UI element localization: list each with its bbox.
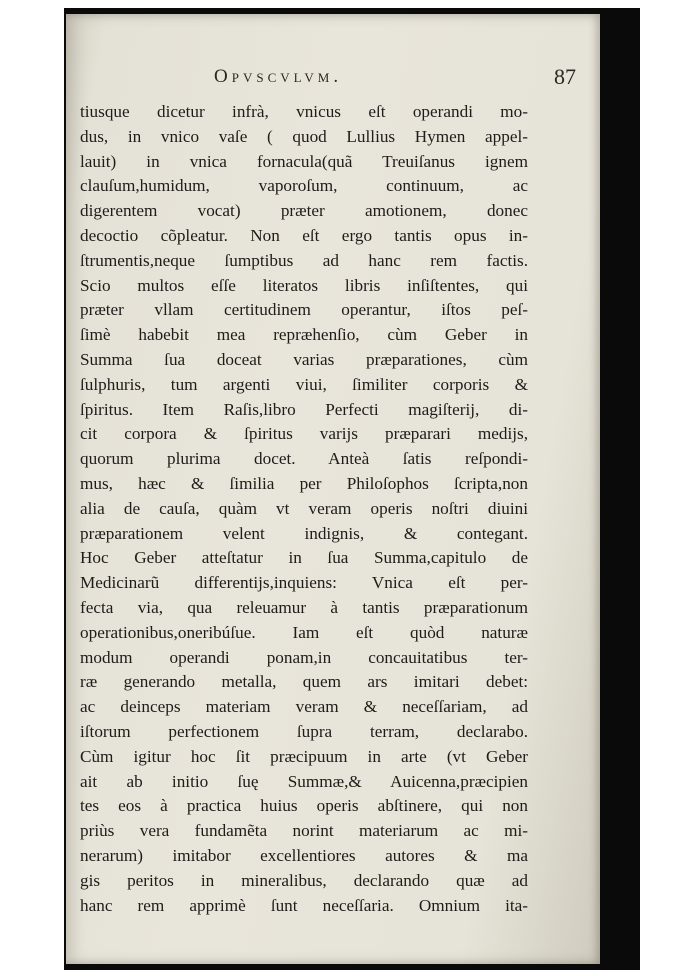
text-line: decoctio cõpleatur. Non eſt ergo tantis opus in- xyxy=(80,225,528,245)
text-line: nerarum) imitabor excellentiores autores & ma xyxy=(80,845,528,865)
text-line: alia de cauſa, quàm vt veram operis noſtri diuini xyxy=(80,498,528,518)
text-line: hanc rem apprimè ſunt neceſſaria. Omnium ita- xyxy=(80,895,528,915)
text-line: modum operandi ponam,in concauitatibus ter- xyxy=(80,647,528,667)
text-line: clauſum,humidum, vaporoſum, continuum, ac xyxy=(80,176,528,196)
text-line: tiusque dicetur infrà, vnicus eſt operandi mo- xyxy=(80,102,528,121)
running-head: Opvscvlvm. xyxy=(214,66,343,87)
text-line: lauit) in vnica fornacula(quã Treuiſanus ignem xyxy=(80,151,528,171)
book-page xyxy=(66,14,600,964)
text-line: Hoc Geber atteſtatur in ſua Summa,capitulo de xyxy=(80,548,528,568)
page-number: 87 xyxy=(554,64,576,89)
text-line: dus, in vnico vaſe ( quod Lullius Hymen appel- xyxy=(80,126,528,146)
text-line: operationibus,oneribúſue. Iam eſt quòd naturæ xyxy=(80,622,528,642)
text-line: priùs vera fundamẽta norint materiarum ac mi- xyxy=(80,821,528,841)
text-line: ait ab initio ſuę Summæ,& Auicenna,præcipien xyxy=(80,771,528,791)
text-line: ſimè habebit mea repræhenſio, cùm Geber in xyxy=(80,325,528,345)
text-line: cit corpora & ſpiritus varijs præparari medijs, xyxy=(80,424,528,444)
text-line: ſulphuris, tum argenti viui, ſimiliter corporis & xyxy=(80,374,528,394)
text-line: præter vllam certitudinem operantur, iſtos peſ- xyxy=(80,300,528,320)
text-line: ſpiritus. Item Raſis,libro Perfecti magiſterij, di- xyxy=(80,399,528,419)
text-line: tes eos à practica huius operis abſtinere, qui non xyxy=(80,796,528,816)
text-line: Cùm igitur hoc ſit præcipuum in arte (vt Geber xyxy=(80,746,528,766)
text-line: ſtrumentis,neque ſumptibus ad hanc rem factis. xyxy=(80,250,528,270)
text-line: Medicinarũ differentijs,inquiens: Vnica eſt per- xyxy=(80,573,528,593)
text-line: ræ generando metalla, quem ars imitari debet: xyxy=(80,672,528,692)
text-line: ac deinceps materiam veram & neceſſariam, ad xyxy=(80,697,528,717)
body-text xyxy=(80,100,528,918)
text-line: quorum plurima docet. Anteà ſatis reſpondi- xyxy=(80,449,528,469)
page-header xyxy=(214,66,582,98)
text-line: digerentem vocat) præter amotionem, donec xyxy=(80,201,528,221)
text-line: Scio multos eſſe literatos libris inſiſtentes, qui xyxy=(80,275,528,295)
text-line: mus, hæc & ſimilia per Philoſophos ſcripta,non xyxy=(80,473,528,493)
text-line: præparationem velent indignis, & contegant. xyxy=(80,523,528,543)
text-line: gis peritos in mineralibus, declarando quæ ad xyxy=(80,870,528,890)
text-line: fecta via, qua releuamur à tantis præparationum xyxy=(80,597,528,617)
text-line: Summa ſua doceat varias præparationes, cùm xyxy=(80,349,528,369)
text-line: iſtorum perfectionem ſupra terram, declarabo. xyxy=(80,721,528,741)
